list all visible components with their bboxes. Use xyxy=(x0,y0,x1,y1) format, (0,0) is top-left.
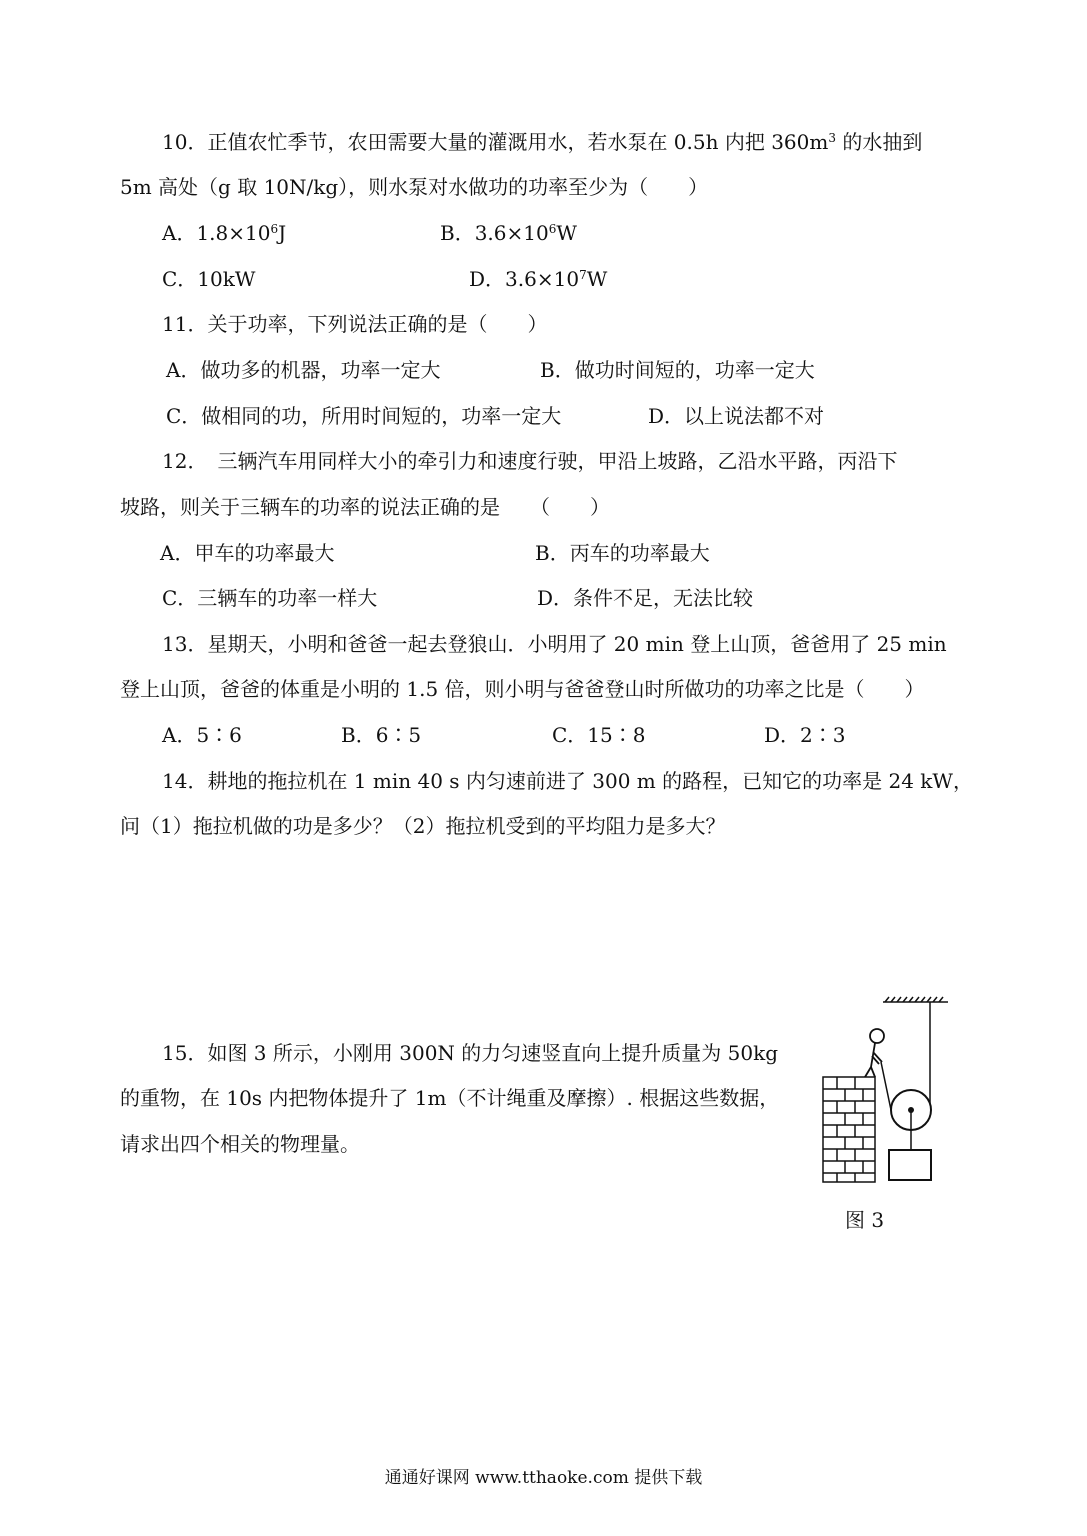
q11-option-c: C．做相同的功，所用时间短的，功率一定大 xyxy=(166,404,562,428)
q10-option-c: C．10kW xyxy=(162,267,256,291)
q10-line-2: 5m 高处（g 取 10N/kg），则水泵对水做功的功率至少为（ ） xyxy=(120,175,709,199)
q12-option-b: B．丙车的功率最大 xyxy=(535,541,710,565)
q14-line-2: 问（1）拖拉机做的功是多少？（2）拖拉机受到的平均阻力是多大？ xyxy=(120,814,726,838)
q10-option-a: A．$1.8\times 10^6J$ xyxy=(162,221,287,245)
q11-option-d: D．以上说法都不对 xyxy=(648,404,825,428)
q15-line-3: 请求出四个相关的物理量。 xyxy=(120,1132,360,1156)
q12-line-1: 12． 三辆汽车用同样大小的牵引力和速度行驶，甲沿上坡路，乙沿水平路，丙沿下 xyxy=(162,449,898,473)
q10-option-d: D．$3.6\times 10^7W$ xyxy=(469,267,608,291)
q14-line-1: 14．耕地的拖拉机在 1 min 40 s 内匀速前进了 300 m 的路程，已知它的功率是 24 kW， xyxy=(162,769,973,793)
q13-line-2: 登上山顶，爸爸的体重是小明的 1.5 倍，则小明与爸爸登山时所做功的功率之比是（ ） xyxy=(120,677,925,701)
q10-line-1: 10．正值农忙季节，农田需要大量的灌溉用水，若水泵在 0.5h 内把 $360m^3$ 的水抽到 xyxy=(162,130,923,154)
q13-line-1: 13．星期天，小明和爸爸一起去登狼山．小明用了 20 min 登上山顶，爸爸用了 25 min xyxy=(162,632,947,656)
q11-option-b: B．做功时间短的，功率一定大 xyxy=(540,358,815,382)
q12-option-a: A．甲车的功率最大 xyxy=(160,541,335,565)
page-footer: 通通好课网 www.tthaoke.com 提供下载 xyxy=(384,1468,703,1488)
q15-line-1: 15．如图 3 所示，小刚用 300N 的力匀速竖直向上提升质量为 50kg xyxy=(162,1041,779,1065)
q11-option-a: A．做功多的机器，功率一定大 xyxy=(166,358,441,382)
q15-line-2: 的重物，在 10s 内把物体提升了 1m（不计绳重及摩擦）. 根据这些数据， xyxy=(120,1086,780,1110)
q13-option-c: C．15∶8 xyxy=(552,723,646,747)
q11-stem: 11．关于功率，下列说法正确的是（ ） xyxy=(162,312,548,336)
q12-option-c: C．三辆车的功率一样大 xyxy=(162,586,378,610)
q10-option-b: B．$3.6\times 10^6W$ xyxy=(440,221,577,245)
q13-option-a: A．5∶6 xyxy=(162,723,242,747)
brick-wall xyxy=(823,1077,875,1182)
q12-option-d: D．条件不足，无法比较 xyxy=(537,586,754,610)
q12-line-2: 坡路，则关于三辆车的功率的说法正确的是 （ ） xyxy=(120,495,610,519)
ceiling-support xyxy=(883,997,948,1002)
person xyxy=(865,1029,884,1077)
weight-box xyxy=(889,1150,931,1180)
rope-pulled xyxy=(881,1062,891,1110)
pulley-figure xyxy=(815,992,955,1192)
q13-option-d: D．2∶3 xyxy=(764,723,846,747)
q13-option-b: B．6∶5 xyxy=(341,723,422,747)
figure-caption: 图 3 xyxy=(845,1208,885,1232)
